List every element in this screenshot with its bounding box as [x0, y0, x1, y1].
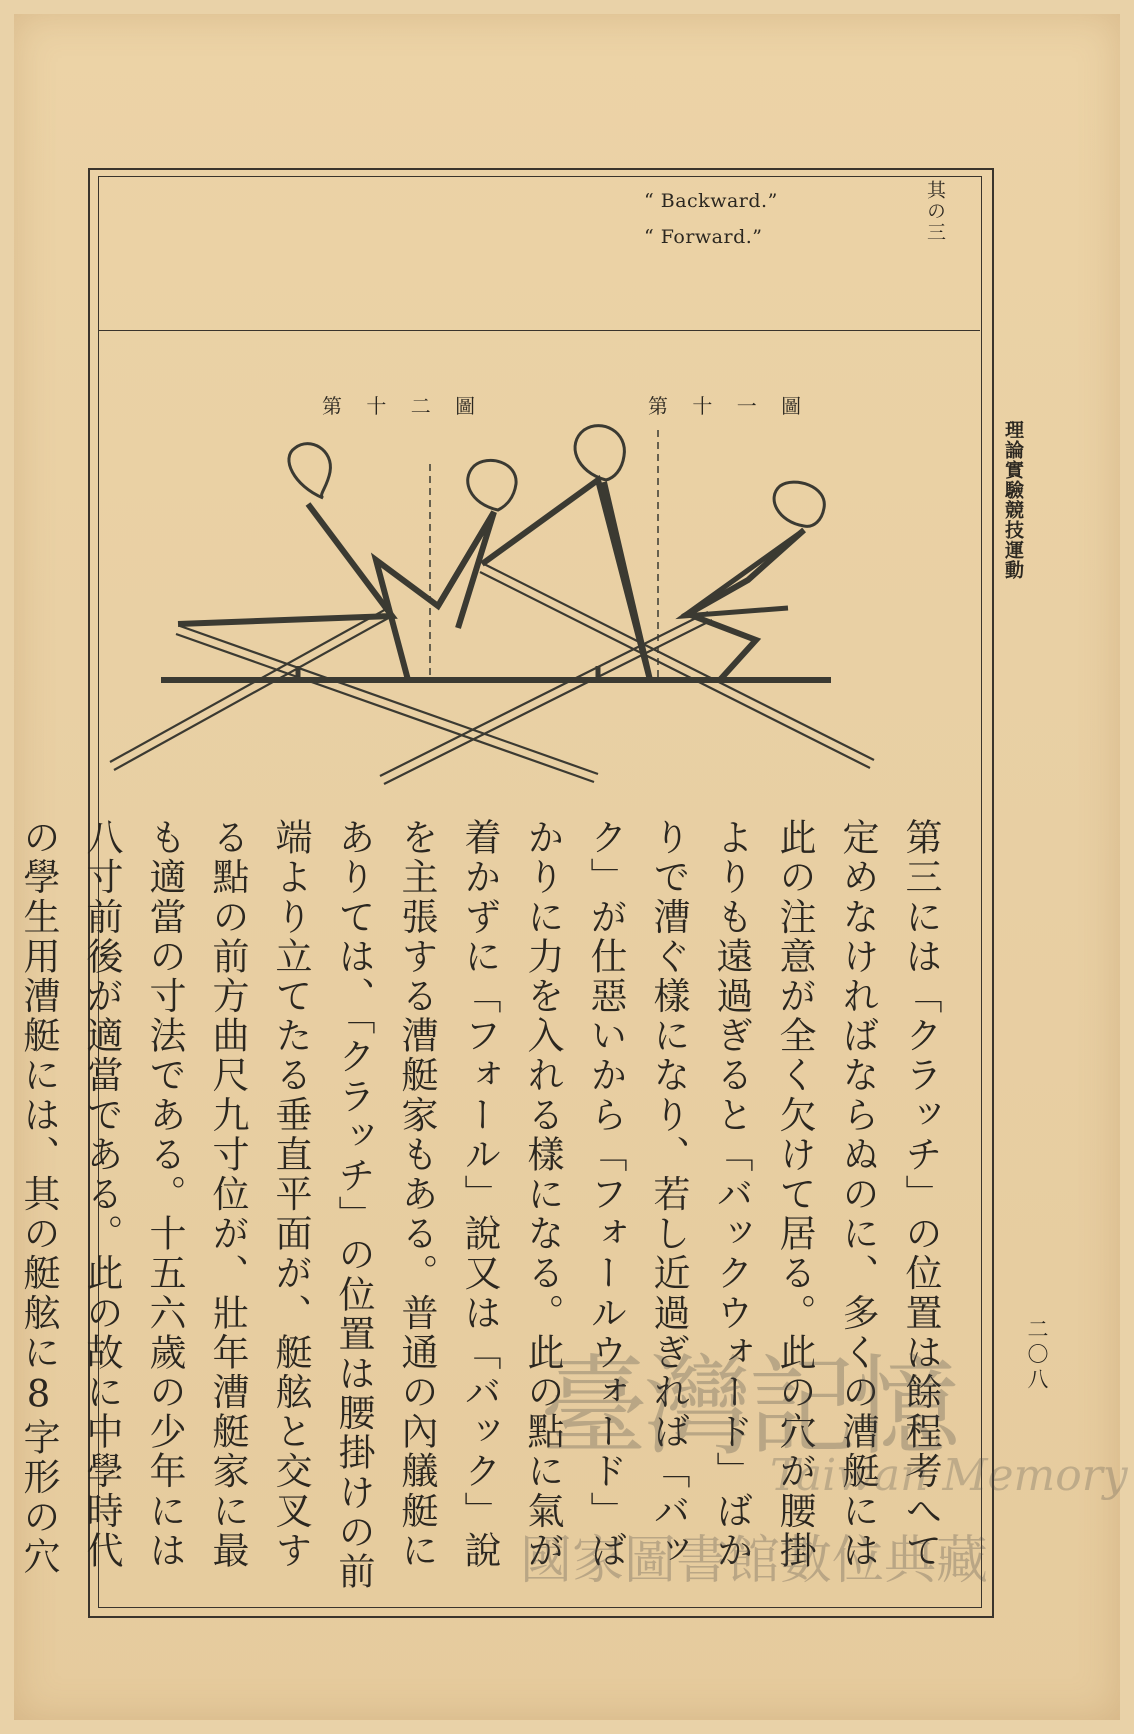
rowing-illustration — [98, 440, 978, 810]
figure-12-drawing — [110, 444, 598, 782]
fig11-rower-back-body — [482, 480, 650, 680]
fig11-rower-front-head — [774, 482, 824, 526]
body-paragraph: 第三には「クラッチ」の位置は餘程考へて定めなければならぬのに、多くの漕艇には此の注意が全く欠けて居る。此の穴が腰掛よりも遠過ぎると「バックウォード」ばかりで漕ぐ樣になり、若し近過ぎれば「バック」が仕惡いから「フォールウォード」ばかりに力を入れる樣になる。此の點に氣が着かずに「フォール」說又は「バック」說を主張する漕艇家もある。普通の內艤艇にありては、「クラッチ」の位置は腰掛けの前端より立てたる垂直平面が、艇舷と交叉する點の前方曲尺九寸位が、壯年漕艇家に最も適當の寸法である。十五六歲の少年には八寸前後が適當である。此の故に中學時代の學生用漕艇には、其の艇舷に8字形の穴 — [17, 818, 942, 1592]
fig11-rower-front-arm — [684, 530, 804, 616]
watermark-title: 臺灣記憶 — [540, 1345, 957, 1470]
figure-11-drawing — [380, 426, 874, 784]
fig11-oar — [480, 564, 874, 768]
fig12-rower-front-arm — [438, 512, 494, 628]
fig12-rower-back-head — [289, 444, 331, 498]
watermark-subtitle: 國家圖書館數位典藏 — [520, 1531, 989, 1591]
section-label: 其の三 — [924, 180, 946, 243]
figure-11-label: 第 十 一 圖 — [648, 394, 802, 418]
fig12-rower-back-body — [178, 504, 392, 624]
running-title: 理論實驗競技運動 — [1002, 420, 1024, 580]
caption-backward: “ Backward.” — [644, 190, 778, 212]
body-text — [17, 818, 952, 1608]
header-divider — [98, 330, 980, 331]
page-number: 二〇八 — [1025, 1318, 1049, 1393]
caption-forward: “ Forward.” — [644, 226, 763, 248]
watermark-english: Taiwan Memory — [770, 1450, 1128, 1501]
fig12-oar-2 — [110, 608, 392, 770]
fig12-rower-front-head — [468, 460, 516, 510]
figure-12-label: 第 十 二 圖 — [322, 394, 476, 418]
fig12-oar — [176, 626, 598, 782]
